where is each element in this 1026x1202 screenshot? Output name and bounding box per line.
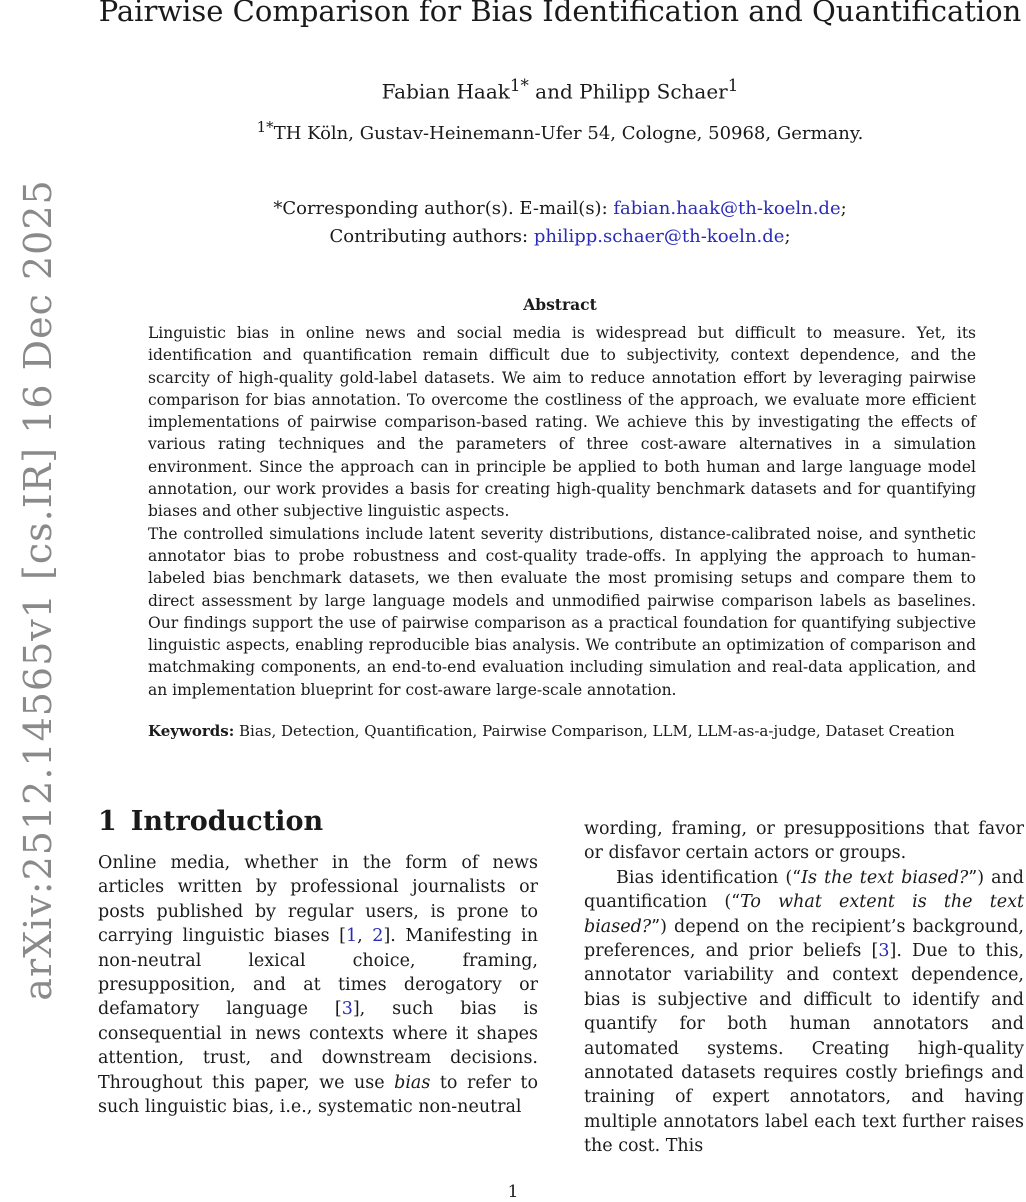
contributing-email-link[interactable]: philipp.schaer@th-koeln.de [533, 226, 785, 247]
body-text: ”) depend on the recipient’s background, preferences, and prior beliefs [ [584, 916, 1024, 962]
contributing-end: ; [784, 226, 791, 247]
right-column [584, 817, 1024, 1159]
author-name: Fabian Haak [381, 79, 510, 104]
contact-block [90, 195, 1026, 251]
body-text: ], such bias is consequential in news contexts where it shapes attention, trust, and downstream decisions. Throughout this paper, we use [98, 999, 538, 1093]
intro-paragraph [584, 866, 1024, 1159]
keywords [148, 722, 988, 740]
left-column [98, 851, 538, 1119]
intro-paragraph [98, 851, 538, 1119]
corresponding-end: ; [840, 198, 847, 219]
affiliation-text: TH Köln, Gustav-Heinemann-Ufer 54, Cologne, 50968, Germany. [273, 123, 864, 144]
citation-link[interactable]: 1 [346, 926, 358, 947]
corresponding-label: *Corresponding author(s). E-mail(s): [273, 198, 614, 219]
author-name: Philipp Schaer [579, 79, 728, 104]
body-text: , [357, 926, 373, 947]
corresponding-author-line [90, 195, 1026, 223]
author-affiliation-mark: 1 [727, 76, 739, 95]
contributing-label: Contributing authors: [329, 226, 534, 247]
body-text: ]. Due to this, annotator variability and context dependence, bias is subjective and difficult to identify and quantify for both human annotators and automated systems. Creating high-quality annotated datasets requires costly briefings and training of expert annotators, and having multiple annotators label each text further raises the cost. This [584, 941, 1024, 1157]
author-list [90, 76, 1026, 104]
intro-paragraph: wording, framing, or presuppositions that favor or disfavor certain actors or groups. [584, 819, 1024, 864]
emphasis-text: Is the text biased? [801, 867, 969, 888]
body-text: to refer to such linguistic bias, i.e., systematic non-neutral [98, 1072, 538, 1118]
section-title: Introduction [130, 806, 324, 837]
corresponding-email-link[interactable]: fabian.haak@th-koeln.de [613, 198, 841, 219]
keywords-label: Keywords: [148, 722, 235, 740]
citation-link[interactable]: 3 [878, 941, 890, 962]
affiliation-mark: 1* [256, 118, 274, 136]
body-text: Online media, whether in the form of news articles written by professional journalists or posts published by regular users, is prone to carrying linguistic biases [ [98, 853, 538, 947]
section-number: 1 [98, 806, 117, 837]
abstract-heading: Abstract [523, 295, 597, 314]
author-joiner: and [528, 79, 580, 104]
affiliation [90, 118, 1026, 144]
page-number: 1 [507, 1182, 519, 1202]
body-text: ”) and quantification (“ [584, 867, 1025, 913]
paper-title: Pairwise Comparison for Bias Identification and Quantification [98, 0, 1022, 28]
citation-link[interactable]: 2 [372, 926, 384, 947]
abstract-body [148, 322, 976, 701]
author-affiliation-mark: 1* [509, 76, 529, 95]
abstract-paragraph: Linguistic bias in online news and social media is widespread but difficult to measure. Yet, its identification and quantification remain difficult due to subjectivity, context dependence, and the scarcity of high-quality gold-label datasets. We aim to reduce annotation effort by leveraging pairwise comparison for bias annotation. To overcome the costliness of the approach, we evaluate more efficient implementations of pairwise comparison-based rating. We achieve this by investigating the effects of various rating techniques and the parameters of three cost-aware alternatives in a simulation environment. Since the approach can in principle be applied to both human and large language model annotation, our work provides a basis for creating high-quality benchmark datasets and for quantifying biases and other subjective linguistic aspects. [148, 324, 976, 521]
body-text: ]. Manifesting in non-neutral lexical choice, framing, presupposition, and at times derogatory or defamatory language [ [98, 926, 538, 1020]
citation-link[interactable]: 3 [341, 999, 353, 1020]
abstract-paragraph: The controlled simulations include latent severity distributions, distance-calibrated noise, and synthetic annotator bias to probe robustness and cost-quality trade-offs. In applying the approach to human-labeled bias benchmark datasets, we then evaluate the most promising setups and compare them to direct assessment by large language models and unmodified pairwise comparison labels as baselines. Our findings support the use of pairwise comparison as a practical foundation for quantifying subjective linguistic aspects, enabling reproducible bias analysis. We contribute an optimization of comparison and matchmaking components, an end-to-end evaluation including simulation and real-data application, and an implementation blueprint for cost-aware large-scale annotation. [148, 524, 976, 699]
arxiv-identifier: arXiv:2512.14565v1 [cs.IR] 16 Dec 2025 [16, 179, 60, 1001]
keywords-text: Bias, Detection, Quantification, Pairwise Comparison, LLM, LLM-as-a-judge, Dataset Creation [234, 722, 955, 740]
emphasis-text: bias [394, 1072, 431, 1093]
contributing-authors-line [90, 223, 1026, 251]
section-heading [98, 806, 323, 837]
body-text: Bias identification (“ [616, 867, 802, 888]
emphasis-text: To what extent is the text biased? [584, 892, 1024, 937]
